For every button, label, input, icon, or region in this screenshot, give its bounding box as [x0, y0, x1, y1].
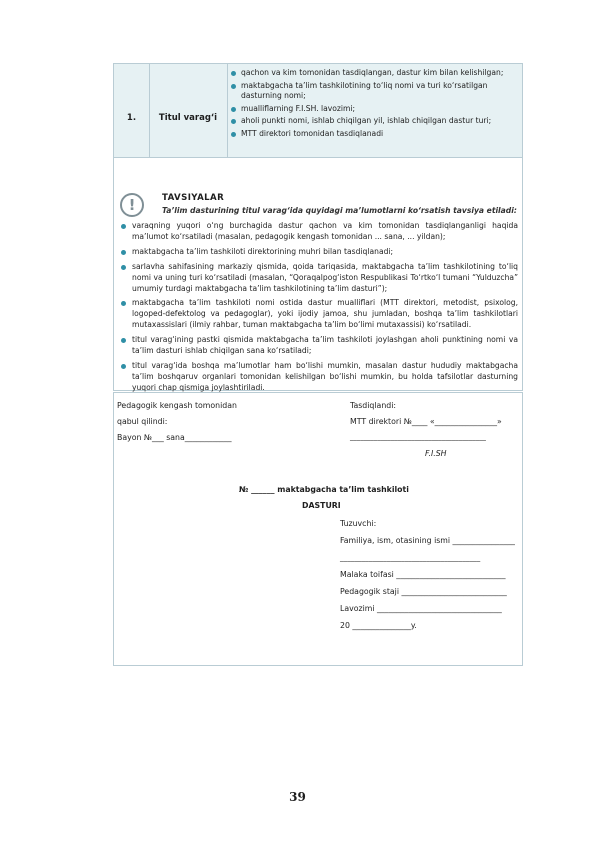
- experience-line: Pedagogik staji ___________________________: [340, 587, 507, 596]
- accepted-label: qabul qilindi:: [117, 417, 168, 426]
- list-item: maktabgacha ta’lim tashkilotining to‘liq nomi va turi ko‘rsatilgan dasturning nomi;: [227, 81, 516, 102]
- director-line: MTT direktori №____ «________________»: [350, 417, 502, 426]
- list-item: mualliflarning F.I.SH. lavozimi;: [227, 104, 516, 115]
- page-number: 39: [289, 790, 306, 804]
- list-item: MTT direktori tomonidan tasdiqlanadi: [227, 129, 516, 140]
- list-item: titul varag‘ida boshqa ma’lumotlar ham bo‘lishi mumkin, masalan dastur hududiy maktabgacha ta’lim boshqaruv organlari tomonidan kelishilgan bo‘lishi mumkin, bu holda tafsilotlar dasturning yuqori chap qismiga joylashtiriladi.: [118, 361, 518, 394]
- exclamation-icon: !: [120, 193, 144, 217]
- signature-line: ________________________________________: [350, 433, 486, 441]
- row-bullet-list: [227, 68, 516, 140]
- blank-line: _______________________________________: [340, 553, 481, 562]
- row-title: Titul varag‘i: [149, 64, 228, 172]
- authors-label: Tuzuvchi:: [340, 519, 377, 528]
- list-item: titul varag‘ining pastki qismida maktabgacha ta’lim tashkiloti joylashgan aholi punktining nomi va ta’lim dasturi ishlab chiqilgan sana ko‘rsatiladi;: [118, 335, 518, 357]
- row-number: 1.: [114, 64, 150, 172]
- row-content: [227, 68, 516, 142]
- list-item: varaqning yuqori o‘ng burchagida dastur qachon va kim tomonidan tasdiqlanganligi haqida ma’lumot ko‘rsatiladi (masalan, pedagogik kengash tomonidan ... sana, ... yildan);: [118, 221, 518, 243]
- program-heading: № ______ maktabgacha ta’lim tashkiloti: [239, 485, 409, 494]
- council-label: Pedagogik kengash tomonidan: [117, 401, 237, 410]
- fio-caption: F.I.SH: [425, 449, 447, 458]
- list-item: maktabgacha ta’lim tashkiloti direktorining muhri bilan tasdiqlanadi;: [118, 247, 518, 258]
- list-item: maktabgacha ta’lim tashkiloti nomi ostida dastur mualliflari (MTT direktori, metodist, psixolog, logoped-defektolog va pedagoglar), yoki ijodiy jamoa, shu jumladan, boshqa ta’lim tashkilotlari mutaxassislari (ilmiy rahbar, tuman maktabgacha ta’lim bo‘limi mutaxassisi) ko‘rsatiladi.: [118, 298, 518, 331]
- list-item: sarlavha sahifasining markaziy qismida, qoida tariqasida, maktabgacha ta’lim tashkilotining to‘liq nomi va uning turi ko‘rsatiladi (masalan, “Qoraqalpog‘iston Respublikasi To‘rtko‘l tumani “Yulduzcha” umumiy turdagi maktabgacha ta’lim tashkilotining ta’lim dasturi”);: [118, 262, 518, 295]
- recommendations-list: [118, 221, 518, 398]
- category-line: Malaka toifasi ____________________________: [340, 570, 506, 579]
- position-line: Lavozimi ________________________________: [340, 604, 502, 613]
- program-title: DASTURI: [302, 501, 341, 510]
- recommendations-subtitle: Ta’lim dasturining titul varag‘ida quyidagi ma’lumotlarni ko‘rsatish tavsiya etiladi:: [162, 206, 517, 215]
- year-line: 20 _______________y.: [340, 621, 417, 630]
- recommendations-title: TAVSIYALAR: [162, 193, 225, 203]
- list-item: aholi punkti nomi, ishlab chiqilgan yil, ishlab chiqilgan dastur turi;: [227, 116, 516, 127]
- author-name-line: Familiya, ism, otasining ismi ________________: [340, 536, 515, 545]
- protocol-line: Bayon №___ sana____________: [117, 433, 232, 442]
- approved-label: Tasdiqlandi:: [350, 401, 397, 410]
- list-item: qachon va kim tomonidan tasdiqlangan, dastur kim bilan kelishilgan;: [227, 68, 516, 79]
